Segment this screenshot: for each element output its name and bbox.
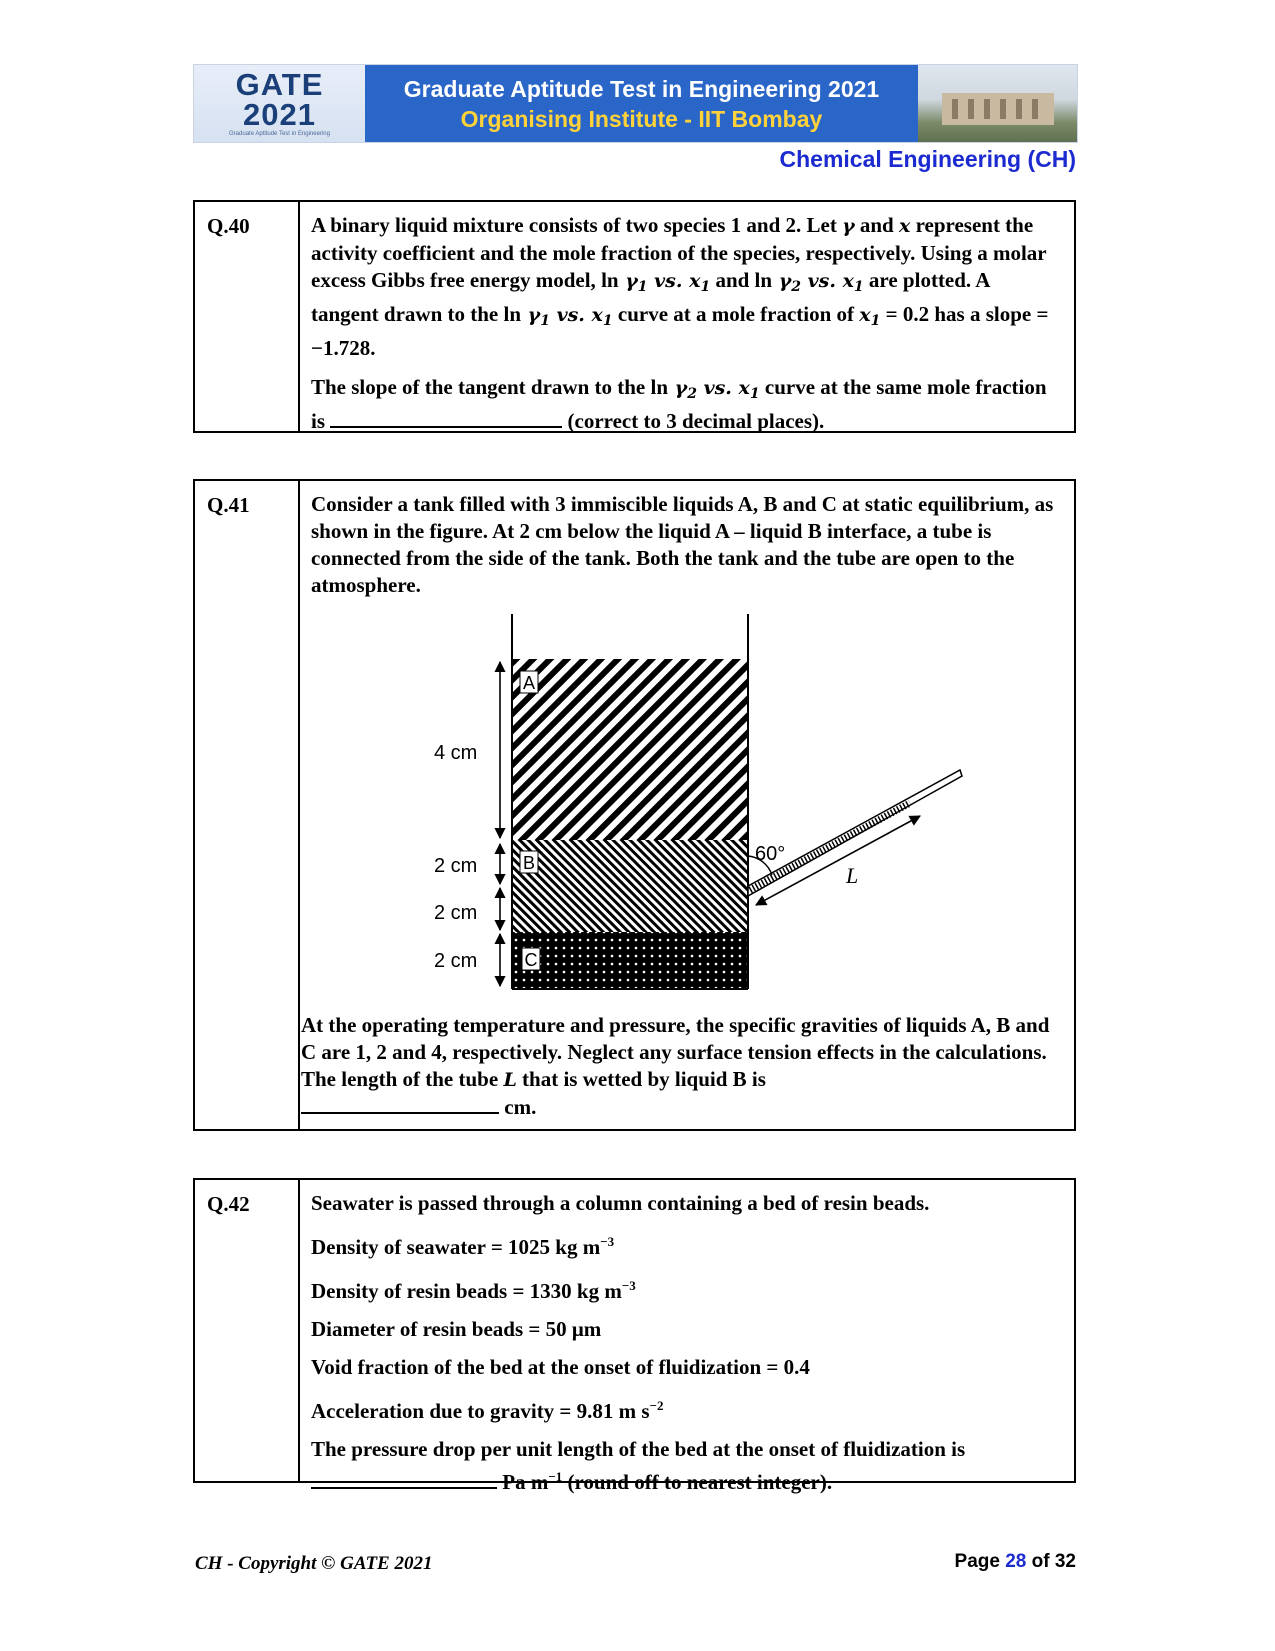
x-symbol: x — [738, 377, 750, 399]
q42-line-7 — [311, 1436, 1062, 1496]
q42-l7b-text: Pa m — [502, 1470, 549, 1494]
copyright: CH - Copyright © GATE 2021 — [195, 1553, 433, 1574]
q42-line-3 — [311, 1272, 1062, 1305]
subscript: 1 — [853, 279, 864, 295]
dim-label-2cm-1: 2 cm — [434, 855, 478, 877]
q40-text-1: A binary liquid mixture consists of two species 1 and 2. Let — [311, 213, 837, 237]
vs: vs. — [556, 304, 585, 326]
liquid-c — [512, 932, 748, 989]
gamma-symbol: γ — [842, 215, 855, 237]
subscript: 1 — [870, 313, 881, 329]
equation-value: = 0.2 — [885, 302, 930, 326]
x-symbol: x — [898, 215, 911, 237]
q40-text-3: are plotted. A tangent drawn to the — [311, 268, 990, 326]
q42-line-2 — [311, 1228, 1062, 1261]
exam-title: Graduate Aptitude Test in Engineering 2021 — [403, 75, 880, 102]
vs: vs. — [654, 270, 683, 292]
x-symbol: x — [859, 304, 871, 326]
answer-blank — [311, 1469, 497, 1489]
subscript: 2 — [791, 279, 801, 295]
q42-l6-text: Acceleration due to gravity = 9.81 m s — [311, 1399, 650, 1423]
exponent: −2 — [649, 1398, 664, 1413]
ln: ln — [503, 302, 522, 326]
subscript: 1 — [749, 386, 760, 402]
length-label: L — [846, 863, 859, 888]
exponent: −1 — [548, 1469, 563, 1484]
liquid-a — [512, 659, 748, 840]
q40-text-4: curve at a mole fraction of — [617, 302, 855, 326]
q41-intro: Consider a tank filled with 3 immiscible liquids A, B and C at static equilibrium, as shown in the figure. At 2 cm below the liquid A – liquid B interface, a tube is connected from the side of the tank. Both the tank and the tube are open to the atmosphere. — [311, 492, 1054, 597]
ln: ln — [601, 268, 619, 292]
q42-l7-text: The pressure drop per unit length of the bed at the onset of fluidization is — [311, 1437, 966, 1461]
logo-line1: GATE — [235, 67, 324, 102]
answer-blank — [301, 1094, 499, 1114]
organiser: Organising Institute - IIT Bombay — [460, 105, 823, 132]
dim-label-2cm-2: 2 cm — [434, 902, 478, 924]
question-number: Q.41 — [195, 481, 300, 1129]
x-symbol: x — [842, 270, 854, 292]
exponent: −3 — [621, 1278, 636, 1293]
vs: vs. — [703, 377, 732, 399]
q40-p2-b: curve at the same mole fraction is — [311, 375, 1047, 433]
question-number: Q.42 — [195, 1180, 300, 1481]
x-symbol: x — [689, 270, 701, 292]
subscript: 1 — [540, 313, 550, 329]
subscript: 2 — [687, 386, 697, 402]
ln: ln — [754, 268, 773, 292]
q42-line-5: Void fraction of the bed at the onset of fluidization = 0.4 — [311, 1355, 810, 1379]
page-number — [880, 1551, 1076, 1573]
gamma-symbol: γ — [778, 270, 792, 292]
and-word: and — [859, 213, 894, 237]
q42-l3-text: Density of resin beads = 1330 kg m — [311, 1279, 622, 1303]
label-b: B — [522, 853, 536, 873]
logo-sub: Graduate Aptitude Test in Engineering — [229, 131, 330, 137]
and-word: and — [715, 268, 750, 292]
q42-l7c-text: (round off to nearest integer). — [567, 1470, 833, 1494]
question-text — [300, 1180, 1074, 1494]
gamma-symbol: γ — [527, 304, 541, 326]
exponent: −3 — [600, 1234, 615, 1249]
page-label: Page — [954, 1551, 1000, 1572]
q40-p2-a: The slope of the tangent drawn to the — [311, 375, 646, 399]
q40-p2-c: (correct to 3 decimal places). — [567, 409, 825, 433]
gamma-symbol: γ — [674, 377, 688, 399]
q41-outro-var: L — [503, 1069, 517, 1091]
q42-line-6 — [311, 1392, 1062, 1425]
liquid-b — [512, 840, 748, 932]
gamma-symbol: γ — [625, 270, 638, 292]
ln: ln — [650, 375, 669, 399]
dim-label-2cm-3: 2 cm — [434, 950, 478, 972]
label-c: C — [524, 950, 538, 970]
q41-outro-2: that is wetted by liquid B is — [522, 1067, 766, 1091]
angle-label: 60° — [755, 843, 786, 865]
subscript: 1 — [602, 313, 613, 329]
q41-unit: cm. — [504, 1095, 537, 1119]
subscript: 1 — [700, 279, 711, 295]
q40-text-2: represent the activity coefficient and the mole fraction of the species, respectively. Using a molar excess Gibbs free energy model, — [311, 213, 1047, 292]
page-num: 28 — [1005, 1551, 1027, 1572]
q42-l2-text: Density of seawater = 1025 kg m — [311, 1235, 601, 1259]
question-number: Q.40 — [195, 202, 300, 431]
label-a: A — [522, 673, 536, 693]
question-42 — [193, 1178, 1076, 1494]
dim-label-4cm: 4 cm — [434, 742, 478, 764]
x-symbol: x — [591, 304, 603, 326]
q40-text-5: has a slope = −1.728. — [311, 302, 1049, 360]
page-of: of 32 — [1031, 1551, 1076, 1572]
vs: vs. — [807, 270, 836, 292]
q42-line-4: Diameter of resin beads = 50 μm — [311, 1317, 602, 1341]
q41-outro-block — [301, 1012, 1065, 1121]
q42-line-1: Seawater is passed through a column containing a bed of resin beads. — [311, 1191, 930, 1215]
subject-title: Chemical Engineering (CH) — [779, 146, 1076, 172]
subscript: 1 — [637, 279, 648, 295]
logo-line2: 2021 — [243, 97, 316, 132]
q41-outro: At the operating temperature and pressure, the specific gravities of liquids A, B and C are 1, 2 and 4, respectively. Neglect any surface tension effects in the calculations. The length of the tube — [301, 1013, 1050, 1091]
